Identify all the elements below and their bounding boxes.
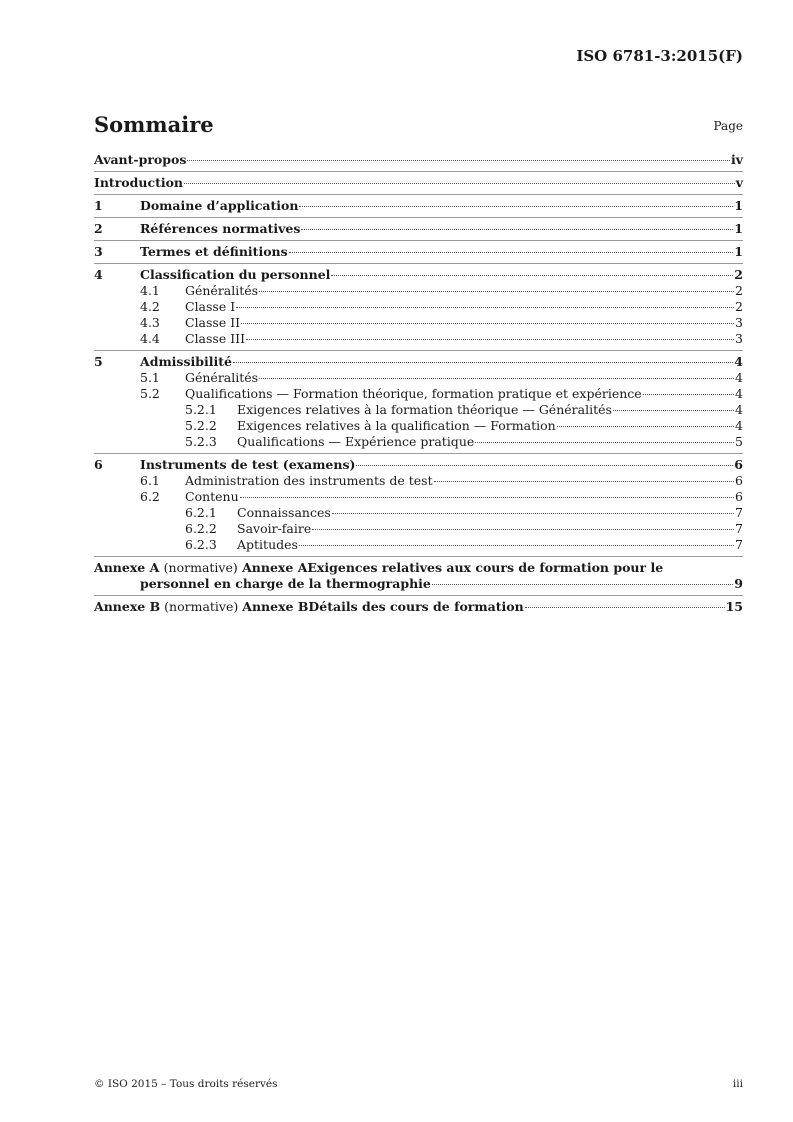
toc-entry-text: Introduction [94,175,184,190]
toc-entry-section-4-3[interactable] [94,315,743,331]
toc-entry-text: Classification du personnel [140,267,331,282]
toc-page-number: 4 [735,418,743,433]
annex-a-second-line [94,576,743,592]
toc-entry-text: Qualifications — Expérience pratique [237,434,475,449]
toc-leader [236,307,734,308]
toc-entry-text: Exigences relatives à la qualification — Formation [237,418,556,433]
toc-page-number: 4 [735,370,743,385]
toc-entry-section-6-2[interactable] [94,489,743,505]
toc-entry-section-6[interactable] [94,457,743,473]
toc-divider [94,171,743,172]
toc-page-number: 6 [734,457,743,472]
toc-section-number: 4 [94,267,103,282]
toc-page-number: 1 [734,198,743,213]
toc-entry-section-5-2-2[interactable] [94,418,743,434]
toc-section-number: 5.2 [140,386,160,401]
toc-entry-avant-propos[interactable] [94,152,743,168]
toc-entry-section-5-2[interactable] [94,386,743,402]
annex-type: (normative) [164,599,239,614]
toc-entry-text: Contenu [185,489,239,504]
page-column-label: Page [713,119,743,133]
toc-page-number: 3 [735,315,743,330]
footer-copyright: © ISO 2015 – Tous droits réservés [94,1078,278,1090]
toc-page-number: 2 [734,267,743,282]
toc-entry-text: Savoir-faire [237,521,312,536]
toc-entry-section-2[interactable] [94,221,743,237]
toc-page-number: 1 [734,221,743,236]
page-title: Sommaire [94,112,214,137]
toc-entry-section-5-2-1[interactable] [94,402,743,418]
toc-entry-text: Termes et définitions [140,244,288,259]
toc-leader [299,545,734,546]
toc-section-number: 6.2.3 [185,537,217,552]
toc-entry-text: Classe I [185,299,236,314]
toc-entry-text: Références normatives [140,221,301,236]
toc-entry-text: Généralités [185,370,259,385]
document-id: ISO 6781-3:2015(F) [576,47,743,65]
toc-leader [613,410,734,411]
toc-leader [259,291,734,292]
toc-page-number: 2 [735,299,743,314]
annex-title-line-1: Annexe AExigences relatives aux cours de formation pour le [242,560,664,575]
toc-leader [332,513,734,514]
annex-title: Annexe BDétails des cours de formation [242,599,524,614]
toc-section-number: 4.4 [140,331,160,346]
toc-leader [475,442,734,443]
toc-entry-text: Instruments de test (examens) [140,457,356,472]
toc-entry-text: Domaine d’application [140,198,299,213]
toc-leader [187,160,730,161]
toc-entry-section-6-2-3[interactable] [94,537,743,553]
toc-section-number: 4.3 [140,315,160,330]
toc-entry-text: Qualifications — Formation théorique, formation pratique et expérience [185,386,642,401]
toc-section-number: 5.2.3 [185,434,217,449]
toc-section-number: 6 [94,457,103,472]
toc-divider [94,556,743,557]
annex-title-line-2: personnel en charge de la thermographie [140,576,431,591]
toc-page-number: 2 [735,283,743,298]
toc-page-number: 6 [735,473,743,488]
toc-entry-text: Aptitudes [237,537,298,552]
toc-entry-text: Classe II [185,315,241,330]
toc-section-number: 6.2.1 [185,505,217,520]
toc-entry-section-5[interactable] [94,354,743,370]
toc-entry-section-5-2-3[interactable] [94,434,743,450]
toc-entry-text: Avant-propos [94,152,187,167]
toc-page-number: 7 [735,537,743,552]
toc-leader [289,252,734,253]
footer-page-number: iii [732,1078,743,1090]
toc-page-number: 6 [735,489,743,504]
toc-section-number: 5.2.1 [185,402,217,417]
toc-entry-annex-b[interactable] [94,599,743,615]
toc-entry-text: Exigences relatives à la formation théorique — Généralités [237,402,612,417]
toc-page-number: 1 [734,244,743,259]
toc-leader [643,394,734,395]
toc-entry-section-4-2[interactable] [94,299,743,315]
toc-entry-text: Administration des instruments de test [185,473,433,488]
toc-leader [312,529,734,530]
table-of-contents [94,152,743,615]
toc-leader [434,481,734,482]
toc-page-number: 4 [734,354,743,369]
toc-page-number: 9 [734,576,743,591]
toc-leader [525,607,725,608]
toc-section-number: 5.1 [140,370,160,385]
toc-leader [557,426,734,427]
toc-leader [356,465,733,466]
toc-divider [94,595,743,596]
toc-divider [94,194,743,195]
annex-label: Annexe B [94,599,161,614]
toc-page-number: 3 [735,331,743,346]
toc-page-number: 5 [735,434,743,449]
toc-leader [233,362,733,363]
toc-leader [299,206,733,207]
toc-section-number: 6.2.2 [185,521,217,536]
toc-entry-section-3[interactable] [94,244,743,260]
toc-entry-text: Connaissances [237,505,331,520]
toc-page-number: iv [730,152,743,167]
toc-section-number: 4.2 [140,299,160,314]
toc-leader [184,183,735,184]
toc-entry-introduction[interactable] [94,175,743,191]
toc-leader [331,275,733,276]
toc-entry-section-4-4[interactable] [94,331,743,347]
toc-entry-section-6-2-2[interactable] [94,521,743,537]
toc-entry-section-5-1[interactable] [94,370,743,386]
toc-leader [240,497,734,498]
toc-page-number: v [735,175,743,190]
toc-leader [246,339,734,340]
annex-a-first-line [94,560,743,576]
toc-entry-text: Admissibilité [140,354,232,369]
toc-page-number: 4 [735,386,743,401]
toc-section-number: 5 [94,354,103,369]
toc-leader [259,378,734,379]
toc-entry-text: Classe III [185,331,246,346]
toc-entry-section-4[interactable] [94,267,743,283]
toc-leader [301,229,733,230]
annex-type: (normative) [163,560,238,575]
annex-label: Annexe A [94,560,160,575]
toc-divider [94,240,743,241]
toc-leader [241,323,734,324]
toc-divider [94,217,743,218]
toc-page-number: 7 [735,505,743,520]
toc-page-number: 4 [735,402,743,417]
toc-entry-section-4-1[interactable] [94,283,743,299]
toc-leader [432,584,733,585]
toc-divider [94,453,743,454]
toc-divider [94,350,743,351]
toc-entry-section-1[interactable] [94,198,743,214]
toc-section-number: 5.2.2 [185,418,217,433]
toc-entry-section-6-2-1[interactable] [94,505,743,521]
toc-divider [94,263,743,264]
toc-entry-annex-a[interactable] [94,560,743,592]
toc-section-number: 3 [94,244,103,259]
toc-section-number: 4.1 [140,283,160,298]
toc-entry-section-6-1[interactable] [94,473,743,489]
toc-section-number: 1 [94,198,103,213]
toc-page-number: 7 [735,521,743,536]
toc-section-number: 2 [94,221,103,236]
toc-page-number: 15 [725,599,743,614]
toc-section-number: 6.1 [140,473,160,488]
toc-entry-text: Généralités [185,283,259,298]
toc-section-number: 6.2 [140,489,160,504]
